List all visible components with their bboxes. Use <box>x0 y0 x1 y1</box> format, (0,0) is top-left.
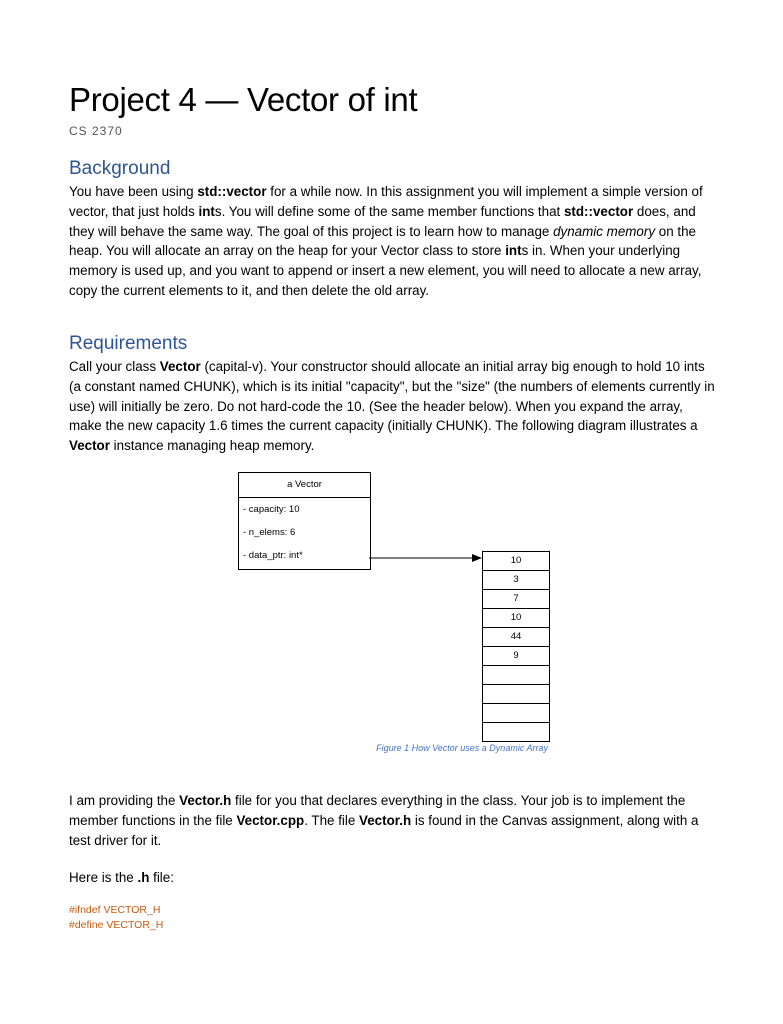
pointer-arrow <box>369 553 484 563</box>
text-run: You have been using <box>69 184 198 199</box>
course-code: CS 2370 <box>69 124 123 138</box>
text-run: for a while now. In this assignment you will implement a simple version of vector, that just holds <box>69 184 703 219</box>
array-cell <box>483 723 549 742</box>
text-run: file: <box>149 870 174 885</box>
text-run: Vector <box>69 438 110 454</box>
text-run: Here is the <box>69 870 138 885</box>
array-cell: 7 <box>483 590 549 609</box>
text-run: Vector.h <box>179 793 232 808</box>
vector-field: - capacity: 10 <box>243 504 300 515</box>
vector-field: - n_elems: 6 <box>243 527 296 538</box>
text-run: . The file <box>304 812 360 828</box>
array-cell <box>483 704 549 723</box>
array-cell: 44 <box>483 628 549 647</box>
code-block <box>69 903 163 933</box>
background-paragraph <box>69 182 719 301</box>
array-cell: 10 <box>483 609 549 628</box>
text-run: int <box>198 203 215 219</box>
text-run: Vector.h <box>359 812 412 828</box>
page-title: Project 4 — Vector of int <box>69 81 418 118</box>
requirements-paragraph <box>69 357 719 456</box>
figure-caption: Figure 1 How Vector uses a Dynamic Array <box>376 743 548 753</box>
array-cell: 9 <box>483 647 549 666</box>
provide-text <box>69 791 719 850</box>
vector-object-title: a Vector <box>239 473 370 498</box>
text-run: int <box>505 243 522 259</box>
text-run: Call your class <box>69 359 160 374</box>
array-cell: 3 <box>483 571 549 590</box>
text-run: std::vector <box>563 203 634 219</box>
heap-array <box>482 551 550 742</box>
background-heading: Background <box>69 158 171 179</box>
header-intro-text <box>69 868 719 888</box>
text-run: .h <box>137 870 150 885</box>
header-intro-paragraph <box>69 868 719 888</box>
vector-field: - data_ptr: int* <box>243 550 303 561</box>
requirements-text <box>69 357 719 456</box>
text-run: dynamic memory <box>553 223 656 239</box>
array-cell <box>483 685 549 704</box>
text-run: is found in the Canvas assignment, along with a test driver for it. <box>69 812 699 848</box>
provide-paragraph <box>69 791 719 850</box>
text-run: file for you that declares everything in the class. Your job is to implement the member functions in the file <box>69 793 686 828</box>
text-run: (capital-v). Your constructor should allocate an initial array big enough to hold 10 ints (a constant named CHUNK), which is its initial "capacity", but the "size" (the numbers of elements currently in use) will initially be zero. Do not hard-code the 10. (See the header below). When you expand the array, make the new capacity 1.6 times the current capacity (initially CHUNK). The following diagram illustrates a <box>69 359 715 434</box>
array-cell: 10 <box>483 552 549 571</box>
background-text <box>69 182 719 301</box>
text-run: std::vector <box>197 184 267 199</box>
text-run: s. You will define some of the same member functions that <box>214 203 564 219</box>
text-run: I am providing the <box>69 793 180 808</box>
vector-object-fields <box>239 498 370 567</box>
code-line: #ifndef VECTOR_H <box>69 904 161 916</box>
text-run: instance managing heap memory. <box>109 438 315 454</box>
text-run: s in. When your underlying memory is used up, and you want to append or insert a new element, you will need to allocate a new array, copy the current elements to it, and then delete the old array. <box>69 243 702 298</box>
code-line: #define VECTOR_H <box>69 919 164 931</box>
text-run: does, and they will behave the same way. The goal of this project is to learn how to manage <box>69 203 696 239</box>
vector-object-box <box>238 472 371 570</box>
requirements-heading: Requirements <box>69 333 188 354</box>
text-run: Vector.cpp <box>236 812 305 828</box>
text-run: on the heap. You will allocate an array on the heap for your Vector class to store <box>69 223 696 259</box>
array-cell <box>483 666 549 685</box>
text-run: Vector <box>159 359 201 374</box>
